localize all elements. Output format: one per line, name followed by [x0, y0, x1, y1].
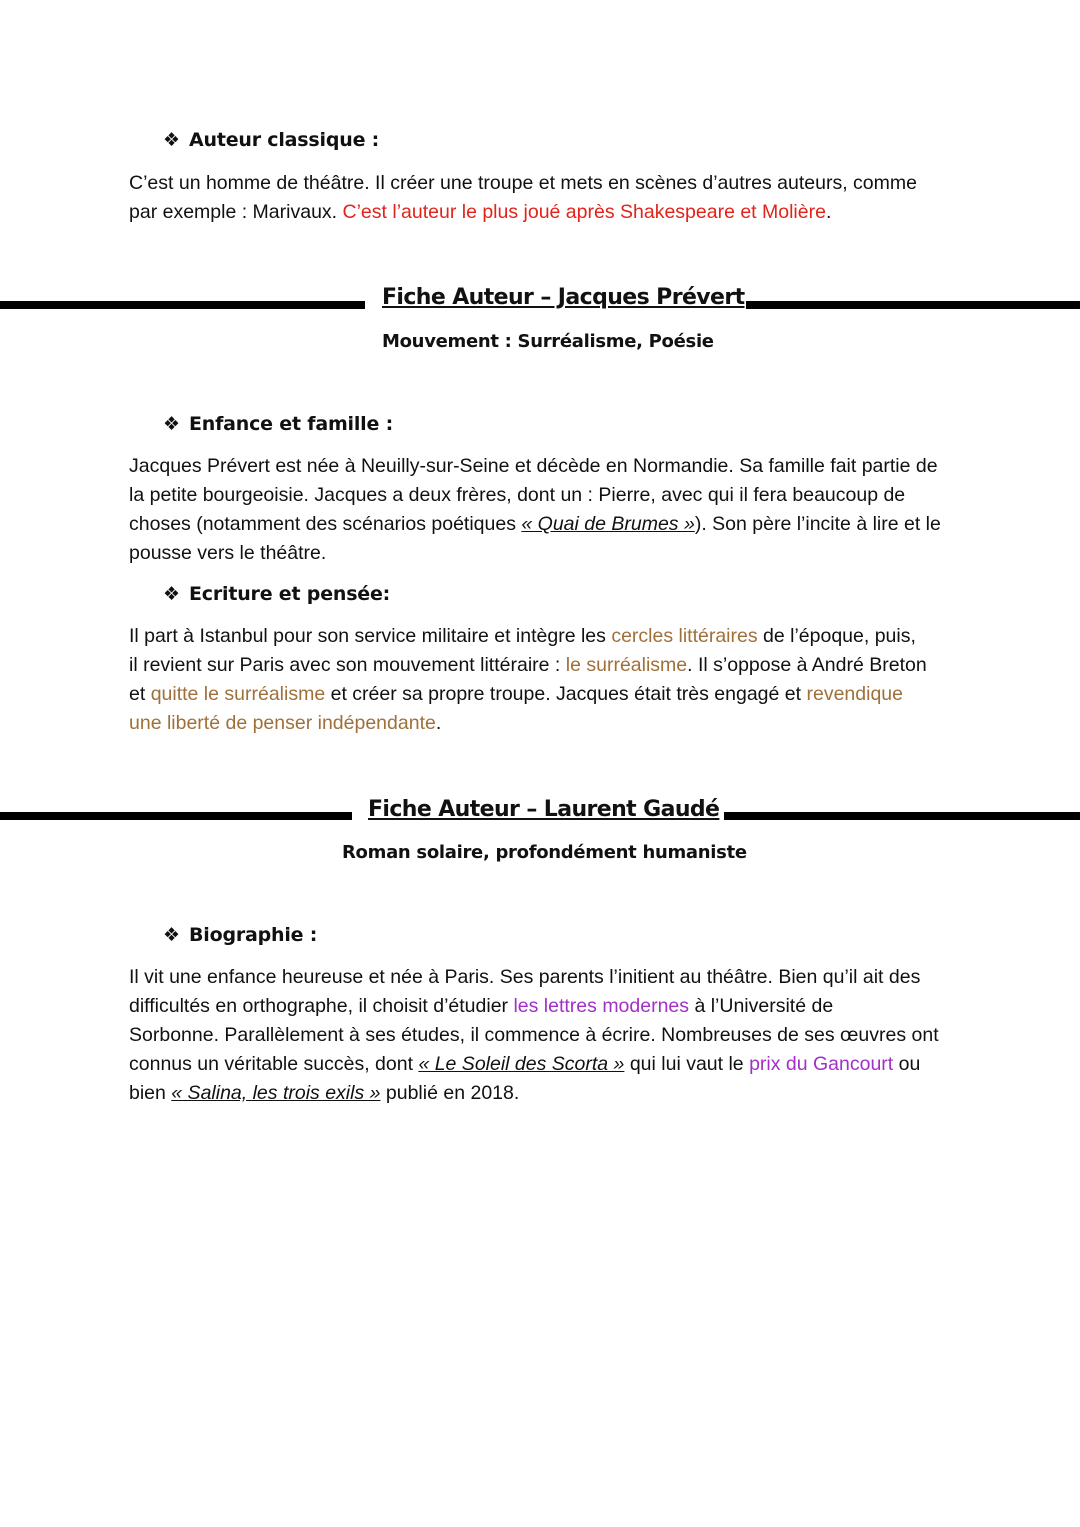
- diamond-bullet-icon: ❖: [163, 413, 180, 435]
- heading-auteur-classique: [163, 129, 379, 151]
- divider-left: [0, 301, 365, 309]
- title-gaude: Fiche Auteur – Laurent Gaudé: [368, 797, 720, 822]
- text-run: par exemple : Marivaux.: [129, 201, 343, 223]
- heading-ecriture: [163, 583, 390, 605]
- text-line: [129, 1050, 959, 1079]
- text-line: [129, 622, 959, 651]
- text-run: .: [435, 712, 442, 734]
- text-line: pousse vers le théâtre.: [129, 542, 327, 564]
- text-line: [129, 198, 959, 227]
- text-run: Il part à Istanbul pour son service militaire et intègre les: [129, 625, 612, 647]
- text-line: Sorbonne. Parallèlement à ses études, il commence à écrire. Nombreuses de ses œuvres ont: [129, 1024, 939, 1046]
- text-run: difficultés en orthographe, il choisit d’étudier: [129, 995, 514, 1017]
- text-run: il revient sur Paris avec son mouvement littéraire :: [129, 654, 566, 676]
- text-line: C’est un homme de théâtre. Il créer une troupe et mets en scènes d’autres auteurs, comme: [129, 172, 917, 194]
- text-run: connus un véritable succès, dont: [129, 1053, 419, 1075]
- text-run: ou: [893, 1053, 921, 1075]
- text-line: Jacques Prévert est née à Neuilly-sur-Seine et décède en Normandie. Sa famille fait partie de: [129, 455, 938, 477]
- subtitle-gaude: Roman solaire, profondément humaniste: [342, 842, 747, 863]
- text-run: et: [129, 683, 151, 705]
- divider-right: [746, 301, 1080, 309]
- highlight-brown: cercles littéraires: [611, 625, 758, 647]
- highlight-red: C’est l’auteur le plus joué après Shakespeare et Molière: [342, 201, 826, 223]
- heading-text: Enfance et famille :: [189, 413, 393, 435]
- paragraph-auteur-classique: [129, 169, 959, 227]
- text-run: . Il s’oppose à André Breton: [687, 654, 927, 676]
- text-run: qui lui vaut le: [624, 1053, 750, 1075]
- text-line: [129, 680, 959, 709]
- work-title-ref: « Quai de Brumes »: [521, 513, 695, 535]
- divider-left: [0, 812, 352, 820]
- heading-biographie: [163, 924, 317, 946]
- text-run: ). Son père l’incite à lire et le: [694, 513, 941, 535]
- text-run: publié en 2018.: [380, 1082, 520, 1104]
- highlight-brown: quitte le surréalisme: [150, 683, 326, 705]
- paragraph-ecriture: [129, 622, 959, 738]
- text-line: la petite bourgeoisie. Jacques a deux frères, dont un : Pierre, avec qui il fera beaucoup de: [129, 484, 906, 506]
- text-line: [129, 992, 959, 1021]
- work-title-ref: « Le Soleil des Scorta »: [418, 1053, 625, 1075]
- subtitle-prevert: Mouvement : Surréalisme, Poésie: [382, 331, 714, 352]
- text-run: choses (notamment des scénarios poétiques: [129, 513, 522, 535]
- heading-text: Biographie :: [189, 924, 318, 946]
- diamond-bullet-icon: ❖: [163, 129, 180, 151]
- highlight-brown: une liberté de penser indépendante: [129, 712, 436, 734]
- text-run: de l’époque, puis,: [757, 625, 916, 647]
- heading-enfance: [163, 413, 393, 435]
- divider-right: [724, 812, 1080, 820]
- diamond-bullet-icon: ❖: [163, 924, 180, 946]
- paragraph-enfance: [129, 452, 959, 568]
- text-line: [129, 510, 959, 539]
- highlight-brown: revendique: [806, 683, 903, 705]
- heading-text: Ecriture et pensée:: [189, 583, 391, 605]
- text-run: et créer sa propre troupe. Jacques était très engagé et: [325, 683, 807, 705]
- text-run: bien: [129, 1082, 172, 1104]
- heading-text: Auteur classique :: [189, 129, 380, 151]
- work-title-ref: « Salina, les trois exils »: [171, 1082, 381, 1104]
- highlight-brown: le surréalisme: [565, 654, 688, 676]
- highlight-purple: les lettres modernes: [513, 995, 690, 1017]
- text-run: .: [825, 201, 832, 223]
- text-line: [129, 709, 959, 738]
- text-line: [129, 651, 959, 680]
- text-run: à l’Université de: [689, 995, 834, 1017]
- highlight-purple: prix du Gancourt: [749, 1053, 894, 1075]
- paragraph-biographie: [129, 963, 959, 1108]
- title-prevert: Fiche Auteur – Jacques Prévert: [382, 285, 745, 310]
- diamond-bullet-icon: ❖: [163, 583, 180, 605]
- text-line: [129, 1079, 959, 1108]
- text-line: Il vit une enfance heureuse et née à Paris. Ses parents l’initient au théâtre. Bien qu’il ait des: [129, 966, 921, 988]
